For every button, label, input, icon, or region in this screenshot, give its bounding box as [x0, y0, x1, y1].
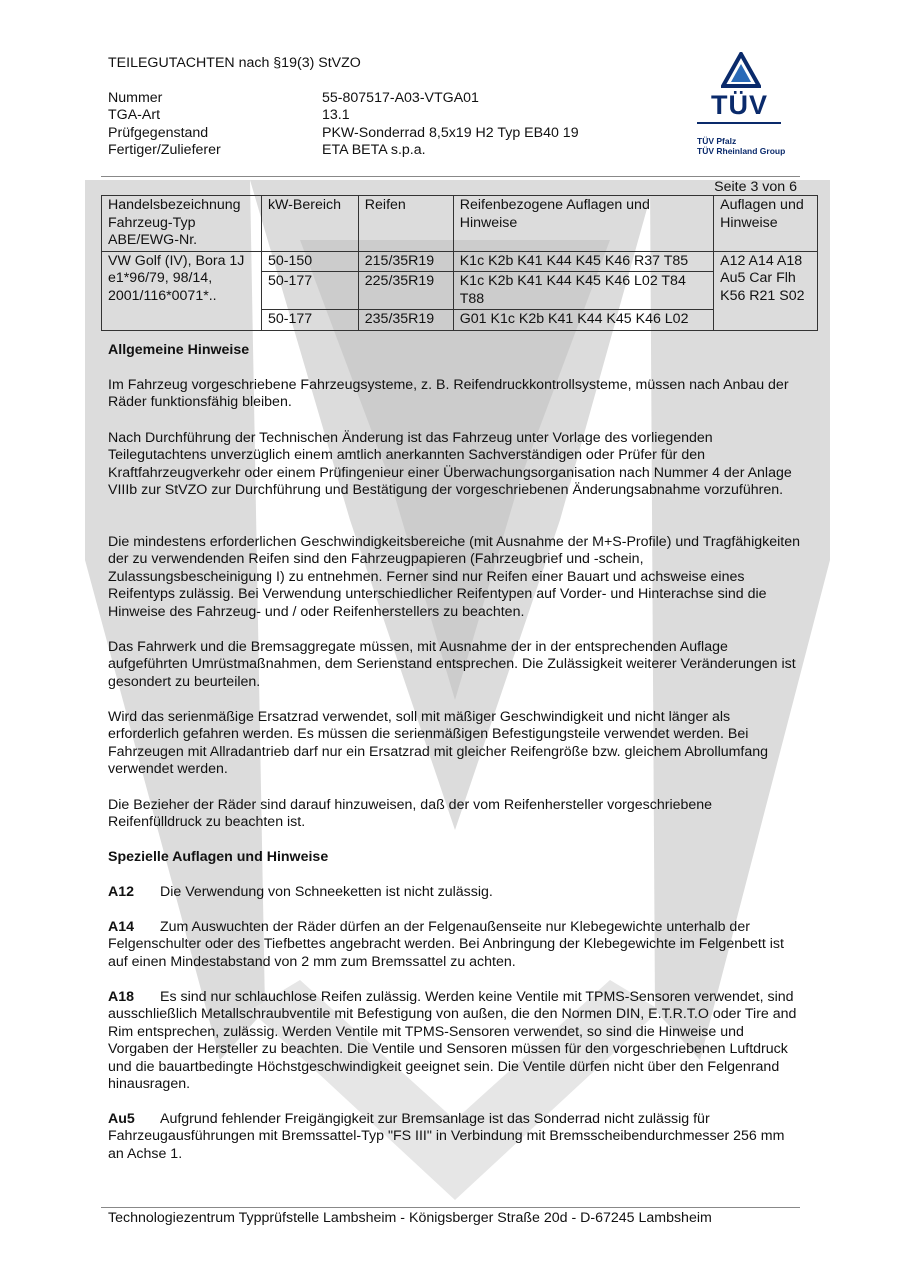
- header-reifenbezogene-auflagen: Reifenbezogene Auflagen und Hinweise: [453, 196, 713, 252]
- special-item-text: Aufgrund fehlender Freigängigkeit zur Bremsanlage ist das Sonderrad nicht zulässig für Fahrzeugausführungen mit Bremssattel-Typ "FS III" in Verbindung mit Bremsscheibendurchmesser 256 mm an Achse 1.: [108, 1111, 785, 1162]
- special-item-a12: [108, 884, 800, 901]
- meta-value-nummer: 55-807517-A03-VTGA01: [322, 90, 479, 106]
- tuv-triangle-icon: [721, 52, 761, 88]
- general-paragraph: Im Fahrzeug vorgeschriebene Fahrzeugsysteme, z. B. Reifendruckkontrollsysteme, müssen nach Anbau der Räder funktionsfähig bleiben.: [108, 377, 789, 411]
- special-item-code: Au5: [108, 1111, 135, 1127]
- special-item-a14: [108, 919, 800, 971]
- tire-cell: 235/35R19: [358, 310, 453, 331]
- special-item-text: Es sind nur schlauchlose Reifen zulässig. Werden keine Ventile mit TPMS-Sensoren verwendet, sind ausschließlich Metallschraubventile mit Befestigung von außen, die den Normen DIN, E.T.R.T.O oder Tire and Rim entsprechen, zulässig. Werden Ventile mit TPMS-Sensoren verwendet, so sind die Hinweise und Vorgaben der Hersteller zu beachten. Die Ventile und Sensoren müssen für den vorgeschriebenen Luftdruck und die bauartbedingte Höchstgeschwindigkeit geeignet sein. Die Ventile dürfen nicht über den Felgenrand hinausragen.: [108, 989, 797, 1093]
- vehicle-table: [101, 195, 818, 331]
- general-notes-cell: A12 A14 A18 Au5 Car Flh K56 R21 S02: [714, 251, 818, 330]
- table-row: [102, 251, 818, 272]
- header-kw-bereich: kW-Bereich: [261, 196, 358, 252]
- general-paragraph: Die Bezieher der Räder sind darauf hinzuweisen, daß der vom Reifenhersteller vorgeschriebene Reifenfülldruck zu beachten ist.: [108, 797, 713, 831]
- special-item-a18: [108, 989, 800, 1093]
- page-number: Seite 3 von 6: [714, 179, 797, 195]
- special-item-code: A12: [108, 884, 135, 900]
- document-title: TEILEGUTACHTEN nach §19(3) StVZO: [108, 55, 361, 71]
- vehicle-cell: VW Golf (IV), Bora 1J e1*96/79, 98/14, 2001/116*0071*..: [102, 251, 262, 330]
- header-handelsbezeichnung: Handelsbezeichnung Fahrzeug-Typ ABE/EWG-Nr.: [102, 196, 262, 252]
- special-item-au5: [108, 1111, 800, 1163]
- tuv-logo-bar: [697, 122, 781, 124]
- special-item-text: Zum Auswuchten der Räder dürfen an der Felgenaußenseite nur Klebegewichte unterhalb der Felgenschulter oder des Tiefbettes angebracht werden. Bei Anbringung der Klebegewichte im Felgenbett ist auf einen Mindestabstand von 2 mm zum Bremssattel zu achten.: [108, 919, 784, 970]
- kw-cell: 50-150: [261, 251, 358, 272]
- header-auflagen: Auflagen und Hinweise: [714, 196, 818, 252]
- general-paragraph: Wird das serienmäßige Ersatzrad verwendet, soll mit mäßiger Geschwindigkeit und nicht länger als erforderlich gefahren werden. Es müssen die serienmäßigen Befestigungsteile verwendet werden. Bei Fahrzeugen mit Allradantrieb darf nur ein Ersatzrad mit gleicher Reifengröße bzw. gleichem Abrollumfang verwendet werden.: [108, 709, 769, 778]
- tuv-logo-line1: TÜV Pfalz: [697, 136, 737, 146]
- meta-label-pruefgegenstand: Prüfgegenstand: [108, 125, 209, 141]
- special-item-code: A14: [108, 919, 135, 935]
- kw-cell: 50-177: [261, 310, 358, 331]
- table-header-row: [102, 196, 818, 252]
- meta-label-fertiger: Fertiger/Zulieferer: [108, 142, 221, 158]
- tire-notes-cell: G01 K1c K2b K41 K44 K45 K46 L02: [453, 310, 713, 331]
- general-heading: Allgemeine Hinweise: [108, 342, 250, 358]
- header-divider: [101, 176, 800, 177]
- meta-value-fertiger: ETA BETA s.p.a.: [322, 142, 426, 158]
- tire-notes-cell: K1c K2b K41 K44 K45 K46 R37 T85: [453, 251, 713, 272]
- meta-label-tga-art: TGA-Art: [108, 107, 161, 123]
- general-paragraph: Nach Durchführung der Technischen Änderung ist das Fahrzeug unter Vorlage des vorliegenden Teilegutachtens unverzüglich einem amtlich anerkannten Sachverständigen oder Prüfer für den Kraftfahrzeugverkehr oder einem Prüfingenieur einer Überwachungsorganisation nach Nummer 4 der Anlage VIIIb zur StVZO zur Durchführung und Bestätigung der vorgeschriebenen Änderungsabnahme vorzuführen.: [108, 430, 792, 499]
- tuv-logo-word: TÜV: [711, 90, 768, 120]
- footer-divider: [101, 1207, 800, 1208]
- special-item-code: A18: [108, 989, 135, 1005]
- special-item-text: Die Verwendung von Schneeketten ist nicht zulässig.: [160, 884, 493, 900]
- footer-text: Technologiezentrum Typprüfstelle Lambsheim - Königsberger Straße 20d - D-67245 Lambsheim: [108, 1210, 712, 1226]
- tire-cell: 225/35R19: [358, 272, 453, 310]
- tuv-logo-line2: TÜV Rheinland Group: [697, 146, 786, 156]
- meta-value-tga-art: 13.1: [322, 107, 350, 123]
- tire-cell: 215/35R19: [358, 251, 453, 272]
- general-paragraph: Die mindestens erforderlichen Geschwindigkeitsbereiche (mit Ausnahme der M+S-Profile) und Tragfähigkeiten der zu verwendenden Reifen sind den Fahrzeugpapieren (Fahrzeugbrief und -schein, Zulassungsbescheinigung I) zu entnehmen. Ferner sind nur Reifen einer Bauart und achsweise eines Reifentyps zulässig. Bei Verwendung unterschiedlicher Reifentypen auf Vorder- und Hinterachse sind die Hinweise des Fahrzeug- und / oder Reifenherstellers zu beachten.: [108, 534, 800, 620]
- kw-cell: 50-177: [261, 272, 358, 310]
- meta-label-nummer: Nummer: [108, 90, 163, 106]
- meta-value-pruefgegenstand: PKW-Sonderrad 8,5x19 H2 Typ EB40 19: [322, 125, 579, 141]
- tire-notes-cell: K1c K2b K41 K44 K45 K46 L02 T84 T88: [453, 272, 713, 310]
- special-heading: Spezielle Auflagen und Hinweise: [108, 849, 329, 865]
- general-paragraph: Das Fahrwerk und die Bremsaggregate müssen, mit Ausnahme der in der entsprechenden Auflage aufgeführten Umrüstmaßnahmen, dem Serienstand entsprechen. Die Zulässigkeit weiterer Veränderungen ist gesondert zu beurteilen.: [108, 639, 796, 690]
- header-reifen: Reifen: [358, 196, 453, 252]
